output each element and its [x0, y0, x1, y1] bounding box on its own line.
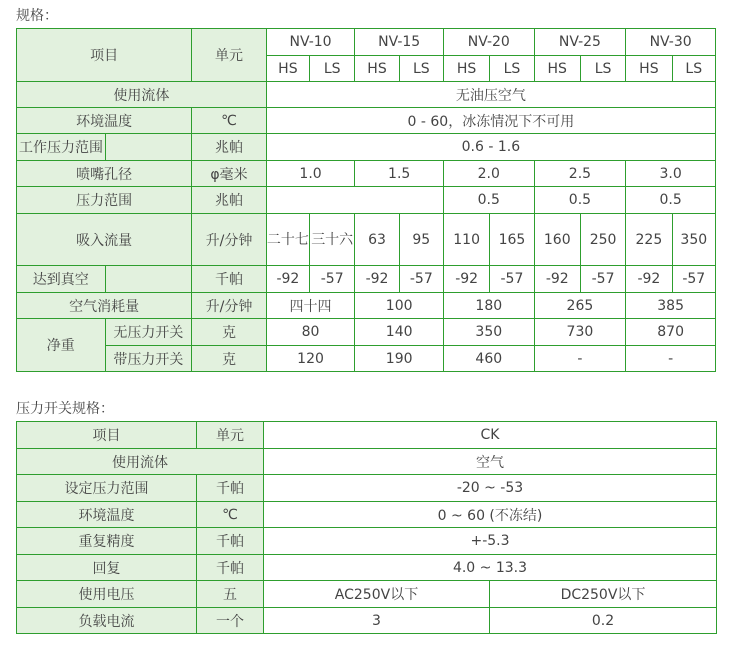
- suction-value: 二十七: [266, 214, 309, 266]
- switch-set-range-row: [17, 475, 717, 502]
- press-value: 0.5: [443, 187, 534, 214]
- switch-temp-value: 0 ~ 60 (不冻结): [264, 502, 717, 528]
- switch-temp-row: [17, 502, 717, 528]
- weight-with-unit: 克: [192, 346, 267, 372]
- press-value: [266, 187, 443, 214]
- switch-restore-label: 回复: [17, 555, 197, 581]
- pressure-range-label: 工作压力范围: [17, 134, 106, 161]
- model-header: NV-25: [534, 29, 626, 56]
- switch-current-unit: 一个: [197, 608, 264, 634]
- weight-without-value: 80: [266, 319, 355, 346]
- switch-restore-unit: 千帕: [197, 555, 264, 581]
- type-header: HS: [355, 56, 399, 82]
- model-header: NV-20: [443, 29, 534, 56]
- switch-fluid-label: 使用流体: [17, 449, 264, 475]
- model-header: NV-10: [266, 29, 355, 56]
- weight-with-label: 带压力开关: [105, 346, 192, 372]
- switch-current-ac: 3: [264, 608, 490, 634]
- air-value: 四十四: [266, 293, 355, 319]
- switch-header-model: CK: [264, 422, 717, 449]
- weight-with-value: 460: [443, 346, 534, 372]
- suction-value: 250: [580, 214, 625, 266]
- switch-repeat-unit: 千帕: [197, 528, 264, 555]
- header-unit: 单元: [192, 29, 267, 82]
- suction-value: 165: [490, 214, 534, 266]
- switch-repeat-value: +-5.3: [264, 528, 717, 555]
- temp-label: 环境温度: [17, 108, 192, 134]
- weight-without-label: 无压力开关: [105, 319, 192, 346]
- suction-value: 225: [626, 214, 672, 266]
- suction-value: 三十六: [310, 214, 355, 266]
- weight-without-row: [17, 319, 716, 346]
- vacuum-value: -92: [534, 266, 580, 293]
- switch-set-range-label: 设定压力范围: [17, 475, 197, 502]
- type-header: HS: [443, 56, 489, 82]
- weight-without-unit: 克: [192, 319, 267, 346]
- press-value: 0.5: [626, 187, 716, 214]
- type-header: LS: [580, 56, 625, 82]
- press-row: [17, 187, 716, 214]
- spec-caption: 规格：: [16, 8, 58, 24]
- vacuum-row: [17, 266, 716, 293]
- type-header: LS: [310, 56, 355, 82]
- vacuum-value: -57: [580, 266, 625, 293]
- switch-set-range-value: -20 ~ -53: [264, 475, 717, 502]
- pressure-range-value: 0.6 - 1.6: [266, 134, 715, 161]
- pressure-range-unit: 兆帕: [192, 134, 267, 161]
- model-header: NV-15: [355, 29, 444, 56]
- vacuum-value: -92: [443, 266, 489, 293]
- type-header: HS: [626, 56, 672, 82]
- type-header: LS: [399, 56, 443, 82]
- suction-label: 吸入流量: [17, 214, 192, 266]
- switch-set-range-unit: 千帕: [197, 475, 264, 502]
- weight-with-row: [17, 346, 716, 372]
- nozzle-value: 2.5: [534, 161, 626, 187]
- weight-without-value: 730: [534, 319, 626, 346]
- press-value: 0.5: [534, 187, 626, 214]
- fluid-value: 无油压空气: [266, 82, 715, 108]
- switch-temp-unit: ℃: [197, 502, 264, 528]
- pressure-range-row: [17, 134, 716, 161]
- nozzle-row: [17, 161, 716, 187]
- suction-value: 110: [443, 214, 489, 266]
- weight-with-value: -: [534, 346, 626, 372]
- air-value: 180: [443, 293, 534, 319]
- fluid-row: [17, 82, 716, 108]
- temp-value: 0 - 60，冰冻情况下不可用: [266, 108, 715, 134]
- switch-table: [16, 421, 717, 634]
- nozzle-unit: φ毫米: [192, 161, 267, 187]
- nozzle-value: 2.0: [443, 161, 534, 187]
- suction-row: [17, 214, 716, 266]
- switch-fluid-row: [17, 449, 717, 475]
- switch-header-unit: 单元: [197, 422, 264, 449]
- switch-current-label: 负载电流: [17, 608, 197, 634]
- vacuum-spacer: [105, 266, 192, 293]
- temp-row: [17, 108, 716, 134]
- nozzle-label: 喷嘴孔径: [17, 161, 192, 187]
- vacuum-value: -57: [399, 266, 443, 293]
- vacuum-value: -57: [672, 266, 715, 293]
- type-header: LS: [672, 56, 715, 82]
- switch-voltage-unit: 五: [197, 581, 264, 608]
- type-header: HS: [266, 56, 309, 82]
- nozzle-value: 3.0: [626, 161, 716, 187]
- suction-value: 350: [672, 214, 715, 266]
- type-header: LS: [490, 56, 534, 82]
- switch-restore-row: [17, 555, 717, 581]
- switch-header-row: [17, 422, 717, 449]
- air-value: 265: [534, 293, 626, 319]
- vacuum-value: -57: [490, 266, 534, 293]
- switch-restore-value: 4.0 ~ 13.3: [264, 555, 717, 581]
- weight-label: 净重: [17, 319, 106, 372]
- weight-with-value: -: [626, 346, 716, 372]
- pressure-range-spacer: [105, 134, 192, 161]
- switch-fluid-value: 空气: [264, 449, 717, 475]
- switch-voltage-row: [17, 581, 717, 608]
- switch-repeat-label: 重复精度: [17, 528, 197, 555]
- press-label: 压力范围: [17, 187, 192, 214]
- vacuum-value: -92: [355, 266, 399, 293]
- suction-value: 63: [355, 214, 399, 266]
- switch-current-row: [17, 608, 717, 634]
- press-unit: 兆帕: [192, 187, 267, 214]
- suction-unit: 升/分钟: [192, 214, 267, 266]
- air-value: 100: [355, 293, 444, 319]
- vacuum-value: -92: [626, 266, 672, 293]
- vacuum-unit: 千帕: [192, 266, 267, 293]
- weight-with-value: 190: [355, 346, 444, 372]
- weight-without-value: 140: [355, 319, 444, 346]
- header-item: 项目: [17, 29, 192, 82]
- vacuum-label: 达到真空: [17, 266, 106, 293]
- switch-repeat-row: [17, 528, 717, 555]
- nozzle-value: 1.0: [266, 161, 355, 187]
- switch-voltage-dc: DC250V以下: [490, 581, 717, 608]
- spec-header-row: [17, 29, 716, 56]
- vacuum-value: -57: [310, 266, 355, 293]
- switch-temp-label: 环境温度: [17, 502, 197, 528]
- spec-table: [16, 28, 716, 372]
- type-header: HS: [534, 56, 580, 82]
- weight-without-value: 870: [626, 319, 716, 346]
- air-row: [17, 293, 716, 319]
- switch-voltage-ac: AC250V以下: [264, 581, 490, 608]
- fluid-label: 使用流体: [17, 82, 267, 108]
- temp-unit: ℃: [192, 108, 267, 134]
- weight-with-value: 120: [266, 346, 355, 372]
- air-label: 空气消耗量: [17, 293, 192, 319]
- switch-voltage-label: 使用电压: [17, 581, 197, 608]
- switch-current-dc: 0.2: [490, 608, 717, 634]
- air-unit: 升/分钟: [192, 293, 267, 319]
- switch-caption: 压力开关规格：: [16, 401, 114, 417]
- switch-header-item: 项目: [17, 422, 197, 449]
- model-header: NV-30: [626, 29, 716, 56]
- air-value: 385: [626, 293, 716, 319]
- weight-without-value: 350: [443, 319, 534, 346]
- nozzle-value: 1.5: [355, 161, 444, 187]
- suction-value: 160: [534, 214, 580, 266]
- vacuum-value: -92: [266, 266, 309, 293]
- suction-value: 95: [399, 214, 443, 266]
